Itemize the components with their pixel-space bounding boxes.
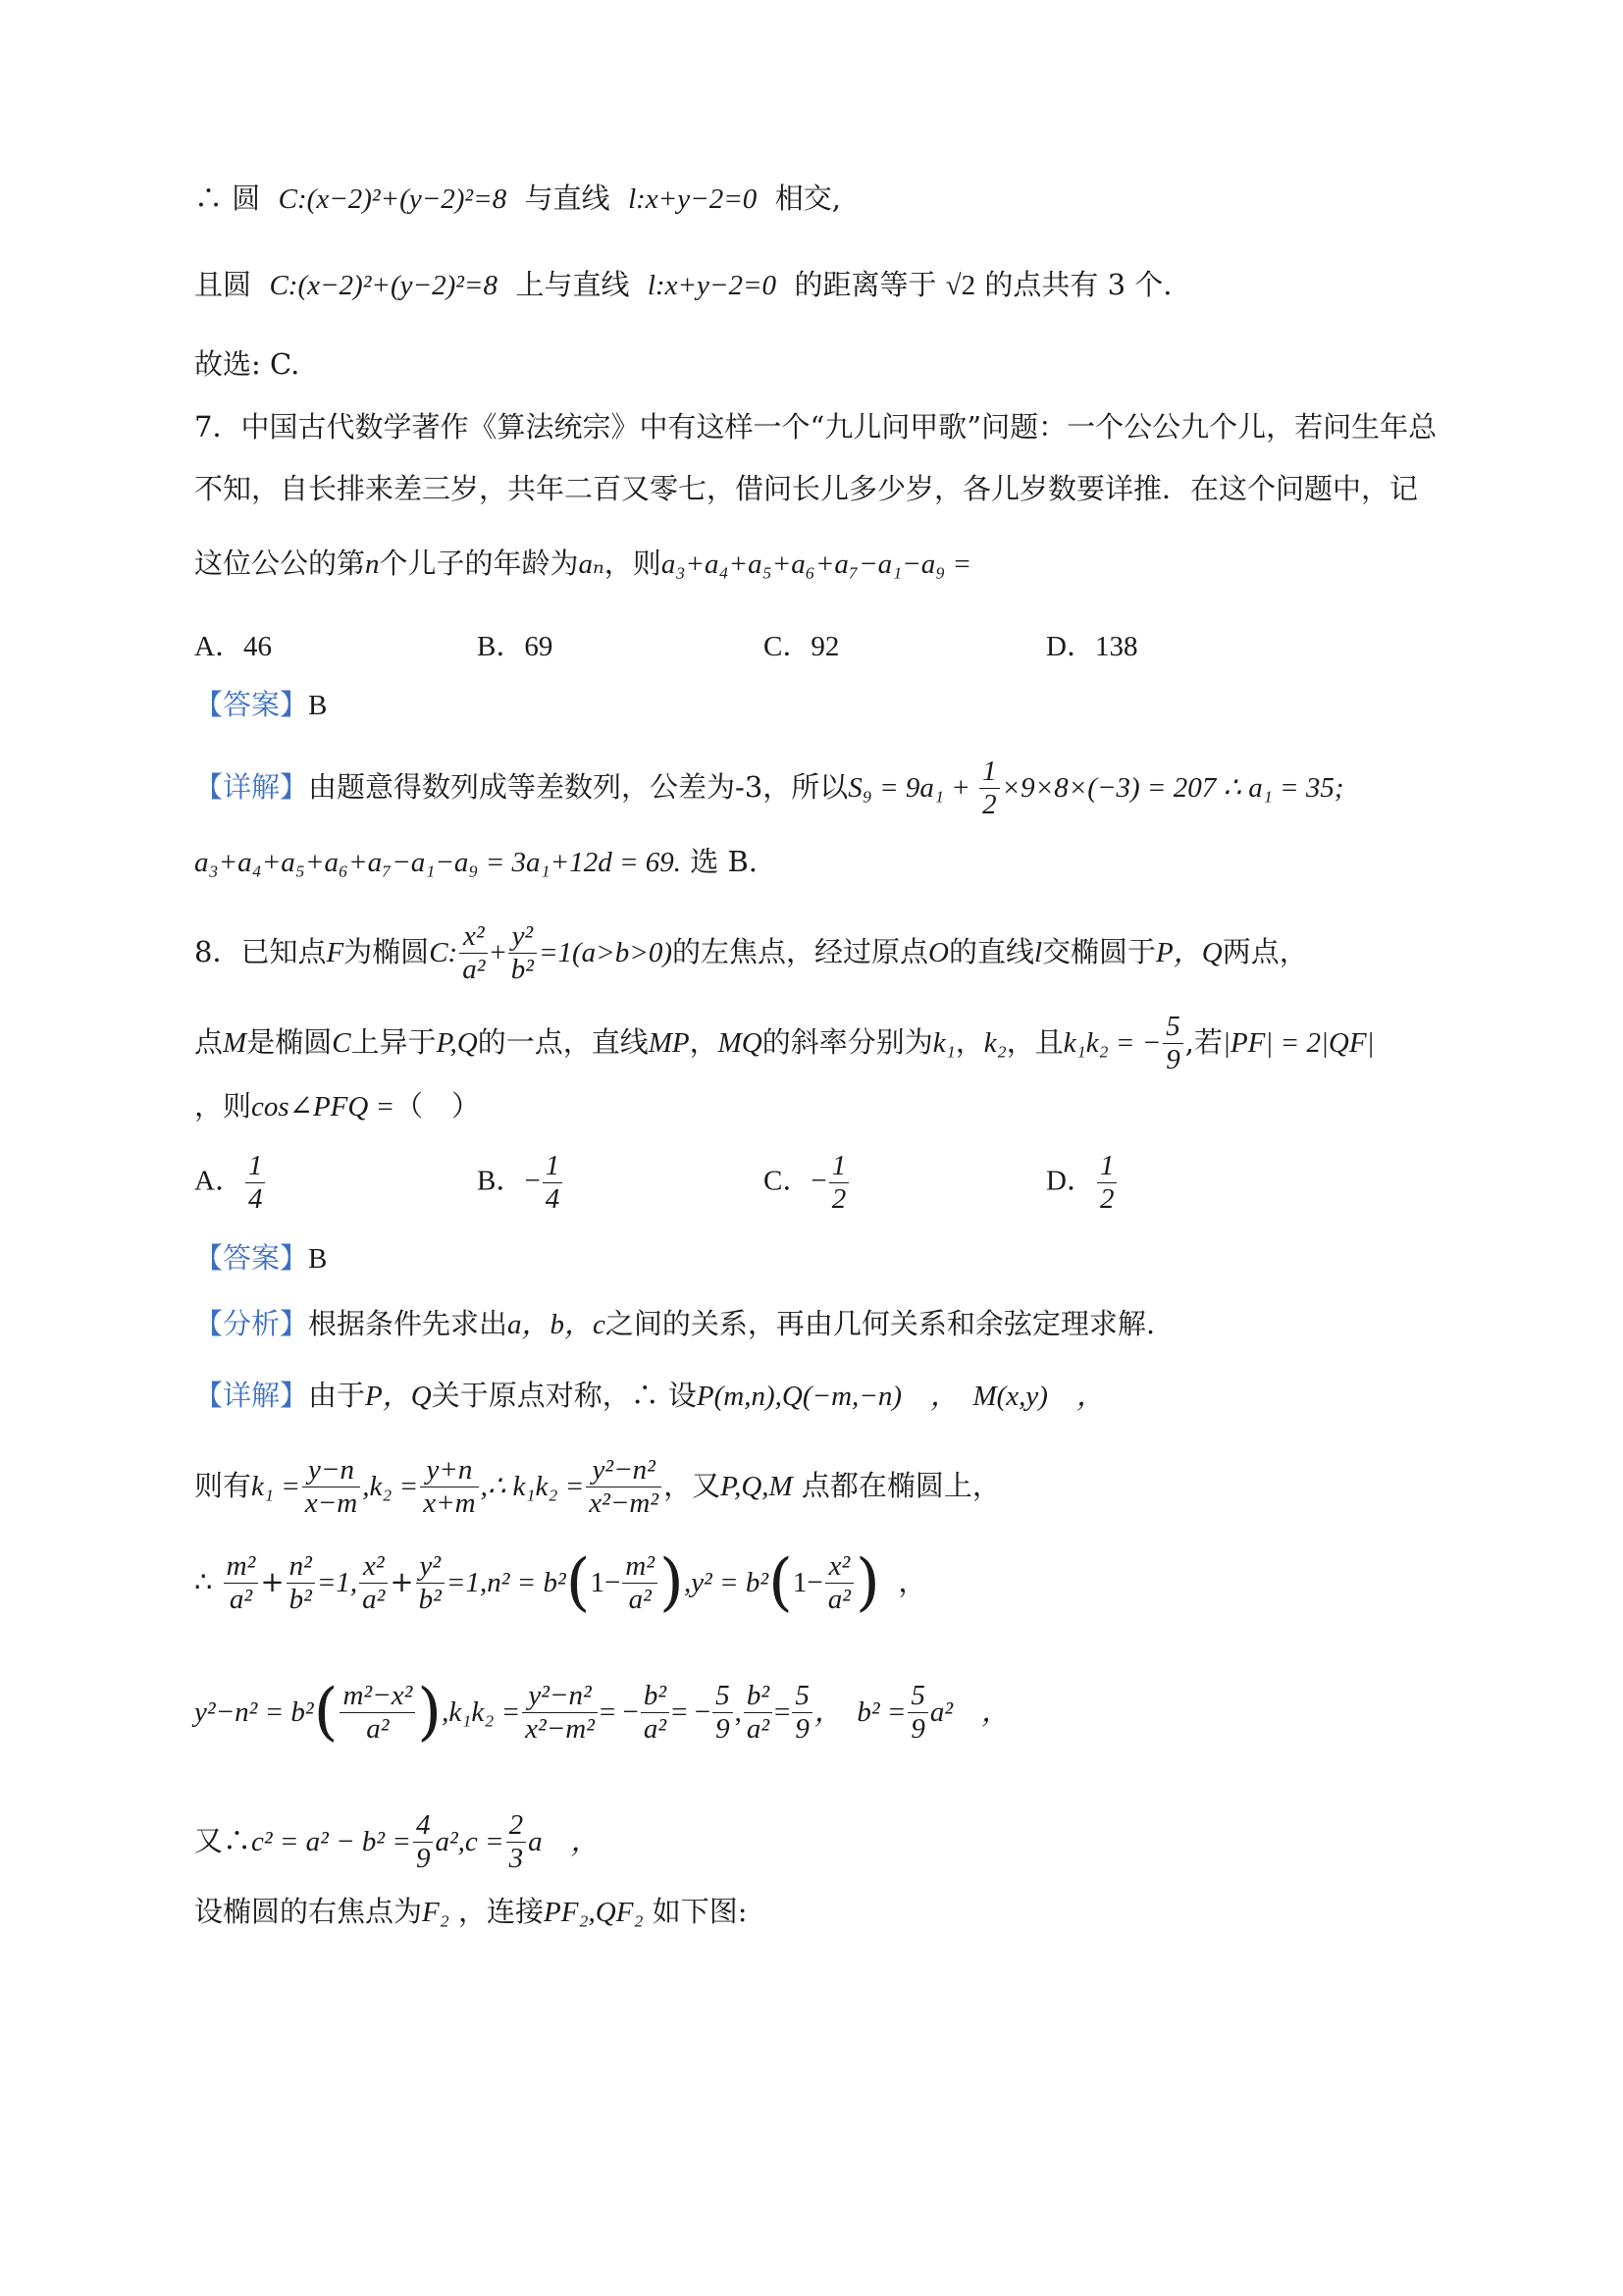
paren-open: (: [313, 1675, 339, 1748]
numerator: 5: [908, 1680, 928, 1713]
q8-analysis: [194, 1307, 1156, 1340]
formula: =1,: [316, 1566, 358, 1598]
var-F2: F₂: [422, 1897, 449, 1928]
fraction: [508, 920, 537, 987]
fraction: [979, 756, 1000, 822]
denominator: 2: [1099, 1183, 1115, 1216]
numerator: 1: [543, 1150, 563, 1183]
numerator: y²−n²: [586, 1454, 661, 1487]
fraction: [641, 1680, 669, 1747]
var-PQ: P，Q: [1156, 936, 1223, 968]
points: P(m,n),Q(−m,−n) ， M(x,y) ，: [696, 1381, 1105, 1412]
denominator: a²: [229, 1584, 253, 1616]
text: ，: [898, 1564, 927, 1598]
fraction: [543, 1150, 563, 1217]
q7-option-c: C．92: [763, 631, 840, 662]
fraction: [1097, 1150, 1118, 1217]
answer-tag: 【答案】: [194, 688, 309, 721]
formula: ,k₁k₂ =: [442, 1696, 521, 1728]
detail-tag: 【详解】: [194, 769, 309, 804]
circle-equation: C:(x−2)²+(y−2)²=8: [269, 270, 497, 301]
formula: = −: [671, 1696, 711, 1728]
numerator: 4: [413, 1809, 434, 1843]
text: ，则: [194, 1089, 252, 1122]
var-PQ: P,Q: [436, 1026, 478, 1059]
fraction: [245, 1150, 266, 1217]
q8-answer: [194, 1241, 328, 1275]
text: 与直线: [524, 182, 610, 215]
sqrt-two: √2: [945, 270, 976, 301]
formula: =1,n² = b²: [445, 1566, 566, 1598]
text: （ ）: [394, 1089, 481, 1122]
var-k2: k₂: [983, 1026, 1007, 1059]
denominator: 4: [545, 1183, 560, 1216]
detail-tag: 【详解】: [194, 1379, 309, 1412]
formula: k₁k₂ = −: [1063, 1026, 1162, 1059]
denominator: 9: [715, 1713, 730, 1746]
text: 是椭圆: [246, 1024, 333, 1059]
plus: +: [490, 936, 506, 968]
formula: a₃+a₄+a₅+a₆+a₇−a₁−a₉ = 3a₁+12d = 69.: [194, 847, 682, 878]
q8-step-2: ∴ $\frac{\text{m²}}{\text{a²}}$ + $\frac{\text{n²}}{\text{b²}}$ =1, $\frac{\text{x²}}{\text{a²}}$ + $\frac{\text{y²}}{\text{b²}}$ =1,n² = b²(1− $\frac{\text{m²}}{\text{a²}}$ ),y² = b²(1− $\frac{\text{x²}}{\text{a²}}$ ) ，: [194, 1545, 927, 1619]
denominator: 4: [247, 1183, 263, 1216]
formula: =: [774, 1696, 791, 1728]
var-F: F: [326, 936, 344, 968]
text: 的直线: [948, 934, 1034, 968]
fraction: [829, 1150, 850, 1217]
text: 选 B.: [690, 845, 758, 878]
paren-close: ): [855, 1545, 880, 1619]
numerator: b²: [744, 1680, 772, 1713]
text: 的左焦点，经过原点: [671, 934, 928, 968]
formula: ， b² =: [813, 1696, 907, 1728]
var-PQ: P，Q: [365, 1381, 432, 1412]
var-k1: k₁: [932, 1026, 956, 1059]
q7-answer: [194, 688, 328, 721]
formula: ,∴ k₁k₂ =: [480, 1470, 585, 1502]
denominator: 2: [831, 1183, 847, 1216]
formula: =1(a>b>0): [538, 936, 672, 968]
text: 的斜率分别为: [761, 1024, 933, 1059]
denominator: a²: [746, 1713, 770, 1746]
line-equation: l:x+y−2=0: [647, 270, 777, 301]
paren-open: (: [768, 1545, 793, 1619]
numerator: y+n: [420, 1454, 478, 1487]
text: 点: [194, 1024, 224, 1059]
q8-option-a: [194, 1150, 267, 1217]
formula: a² ，: [929, 1696, 1011, 1728]
var-C: C:: [429, 936, 458, 968]
formula: k₁ =: [251, 1470, 300, 1502]
sign: −: [524, 1165, 541, 1197]
var-M: M: [223, 1026, 247, 1059]
var-l: l: [1033, 936, 1043, 968]
numerator: x²: [825, 1550, 854, 1584]
fraction: [413, 1809, 434, 1876]
q8-step-5: [194, 1895, 748, 1928]
points: P,Q,M: [720, 1470, 793, 1502]
q7-detail-line-1: [194, 756, 1344, 822]
var-C: C: [332, 1026, 351, 1059]
fraction: [287, 1550, 315, 1617]
text: 由于: [308, 1379, 366, 1412]
fraction: [1163, 1011, 1183, 1077]
text: 如下图:: [652, 1895, 748, 1928]
sign: −: [811, 1165, 827, 1197]
line-equation: l:x+y−2=0: [628, 183, 758, 215]
text: 交椭圆于: [1042, 934, 1157, 968]
text: 根据条件先求出: [308, 1307, 508, 1340]
denominator: a²: [462, 954, 486, 986]
fraction: [459, 920, 488, 987]
text: ∴ 圆: [194, 182, 261, 215]
fraction: [744, 1680, 772, 1747]
formula: = −: [599, 1696, 639, 1728]
text: 个儿子的年龄为: [379, 547, 579, 580]
text: 上与直线: [515, 268, 630, 301]
condition: |PF| = 2|QF|: [1223, 1026, 1375, 1059]
numerator: 2: [506, 1809, 527, 1843]
q8-step-1: [194, 1454, 1001, 1521]
q8-detail-line-1: [194, 1379, 1105, 1412]
numerator: y−n: [302, 1454, 360, 1487]
answer-value: B: [308, 1243, 328, 1275]
text: ，: [955, 1024, 984, 1059]
denominator: a²: [366, 1713, 390, 1746]
denominator: x²−m²: [589, 1487, 659, 1520]
paren-close: ): [659, 1545, 684, 1619]
fraction: [416, 1550, 445, 1617]
numerator: 5: [1163, 1011, 1183, 1044]
text: ，且: [1006, 1024, 1064, 1059]
var-n: n: [365, 548, 380, 580]
fraction: [908, 1680, 928, 1747]
q8-option-b: [477, 1150, 564, 1217]
fraction: [792, 1680, 812, 1747]
text: 的距离等于: [794, 268, 937, 301]
text: 上异于: [350, 1024, 437, 1059]
denominator: 3: [508, 1843, 524, 1875]
denominator: a²: [628, 1584, 652, 1616]
q8-stem-line-3: [194, 1089, 481, 1122]
q8-option-c: [763, 1150, 851, 1217]
text: ，: [689, 1024, 718, 1059]
fraction: [712, 1680, 733, 1747]
denominator: 9: [415, 1843, 431, 1875]
var-MQ: MQ: [717, 1026, 762, 1059]
text: 两点，: [1222, 934, 1308, 968]
text: 的一点，直线: [477, 1024, 649, 1059]
text: 且圆: [194, 268, 252, 301]
text: 为椭圆: [343, 934, 430, 968]
denominator: 9: [911, 1713, 925, 1746]
numerator: y²: [508, 920, 537, 954]
numerator: m²: [622, 1550, 657, 1584]
q8-step-4: [194, 1809, 600, 1876]
paren-open: (: [565, 1545, 591, 1619]
var-O: O: [928, 936, 949, 968]
formula: cos∠PFQ =: [251, 1091, 395, 1122]
text: 由题意得数列成等差数列，公差为-3，所以: [308, 769, 849, 804]
numerator: 5: [792, 1680, 812, 1713]
text: ,若: [1184, 1024, 1223, 1059]
text: ，连接: [458, 1895, 545, 1928]
numerator: y²−n²: [522, 1680, 598, 1713]
var-MP: MP: [648, 1026, 690, 1059]
numerator: b²: [641, 1680, 669, 1713]
formula: c² = a² − b² =: [251, 1825, 411, 1857]
formula: S₉ = 9a₁ +: [848, 771, 978, 804]
q8-stem-line-1: [194, 920, 1308, 987]
formula: a ，: [528, 1825, 600, 1857]
segments: PF₂,QF₂: [544, 1897, 644, 1928]
analysis-tag: 【分析】: [194, 1307, 309, 1340]
q7-option-d: D．138: [1046, 631, 1138, 662]
denominator: x−m: [304, 1487, 358, 1520]
text: 点都在椭圆上，: [801, 1468, 1001, 1502]
numerator: m²: [224, 1550, 259, 1584]
text: 设椭圆的右焦点为: [194, 1895, 423, 1928]
fraction: [586, 1454, 661, 1521]
fraction: [340, 1680, 415, 1747]
text: 则有: [194, 1468, 252, 1502]
denominator: a²: [362, 1584, 386, 1616]
option-letter: D．: [1046, 1165, 1095, 1197]
therefore: ∴: [194, 1564, 213, 1598]
fraction: [420, 1454, 478, 1521]
denominator: 9: [1166, 1044, 1180, 1076]
paren-close: ): [417, 1675, 443, 1748]
fraction: [522, 1680, 598, 1747]
denominator: a²: [827, 1584, 851, 1616]
q7-stem-line-1: 7．中国古代数学著作《算法统宗》中有这样一个“九儿问甲歌”问题：一个公公九个儿，若问生年总: [194, 410, 1438, 444]
q8-stem-line-2: [194, 1011, 1375, 1077]
denominator: x²−m²: [525, 1713, 595, 1746]
denominator: 2: [982, 789, 997, 821]
numerator: 1: [245, 1150, 266, 1183]
denominator: b²: [418, 1584, 442, 1616]
text: ，则: [603, 547, 661, 580]
comma: ,: [734, 1696, 742, 1728]
formula: a²,c =: [435, 1825, 504, 1857]
text: 关于原点对称，∴ 设: [431, 1379, 697, 1412]
text: ，又: [663, 1468, 721, 1502]
numerator: n²: [287, 1550, 315, 1584]
fraction: [359, 1550, 388, 1617]
denominator: b²: [288, 1584, 312, 1616]
fraction: [825, 1550, 854, 1617]
q6-conclusion: 故选: C.: [194, 347, 300, 381]
text: 之间的关系，再由几何关系和余弦定理求解.: [604, 1307, 1156, 1340]
option-letter: C．: [763, 1165, 812, 1197]
stem-expression: a₃+a₄+a₅+a₆+a₇−a₁−a₉ =: [660, 548, 972, 580]
numerator: m²−x²: [340, 1680, 415, 1713]
text: 的点共有 3 个.: [984, 268, 1173, 301]
q7-option-b: B．69: [477, 631, 553, 662]
formula: ×9×8×(−3) = 207 ∴ a₁ = 35;: [1001, 771, 1344, 804]
var-an: aₙ: [578, 548, 604, 580]
numerator: 1: [1097, 1150, 1118, 1183]
q7-stem-line-2: 不知，自长排来差三岁，共年二百又零七，借问长儿多少岁，各儿岁数要详推．在这个问题中，记: [194, 472, 1419, 505]
fraction: [622, 1550, 657, 1617]
numerator: 1: [829, 1150, 850, 1183]
fraction: [506, 1809, 527, 1876]
option-letter: B．: [477, 1165, 525, 1197]
denominator: b²: [510, 954, 534, 986]
text: 相交,: [774, 182, 841, 215]
numerator: 5: [712, 1680, 733, 1713]
text: 这位公公的第: [194, 547, 366, 580]
q7-option-a: A．46: [194, 631, 272, 662]
numerator: x²: [459, 920, 488, 954]
formula: ,y² = b²: [683, 1566, 769, 1598]
fraction: [224, 1550, 259, 1617]
formula: ,k₂ =: [362, 1470, 419, 1502]
q8-step-3: [194, 1675, 1011, 1748]
q7-stem-line-3: [194, 549, 971, 579]
circle-equation: C:(x−2)²+(y−2)²=8: [278, 183, 507, 215]
denominator: x+m: [423, 1487, 476, 1520]
q7-detail-line-2: [194, 845, 758, 878]
q6-line-2: [194, 268, 1173, 301]
formula: y²−n² = b²: [194, 1696, 314, 1728]
answer-value: B: [308, 690, 328, 721]
q6-line-1: [194, 184, 841, 214]
denominator: a²: [643, 1713, 667, 1746]
numerator: y²: [416, 1550, 445, 1584]
denominator: 9: [795, 1713, 810, 1746]
numerator: 1: [979, 756, 1000, 789]
text: 8．已知点: [194, 934, 327, 968]
vars: a，b，c: [507, 1309, 605, 1340]
q8-option-d: [1046, 1150, 1119, 1217]
fraction: [302, 1454, 360, 1521]
numerator: x²: [359, 1550, 388, 1584]
text: 又∴: [194, 1823, 252, 1857]
answer-tag: 【答案】: [194, 1241, 309, 1275]
option-letter: A．: [194, 1165, 243, 1197]
